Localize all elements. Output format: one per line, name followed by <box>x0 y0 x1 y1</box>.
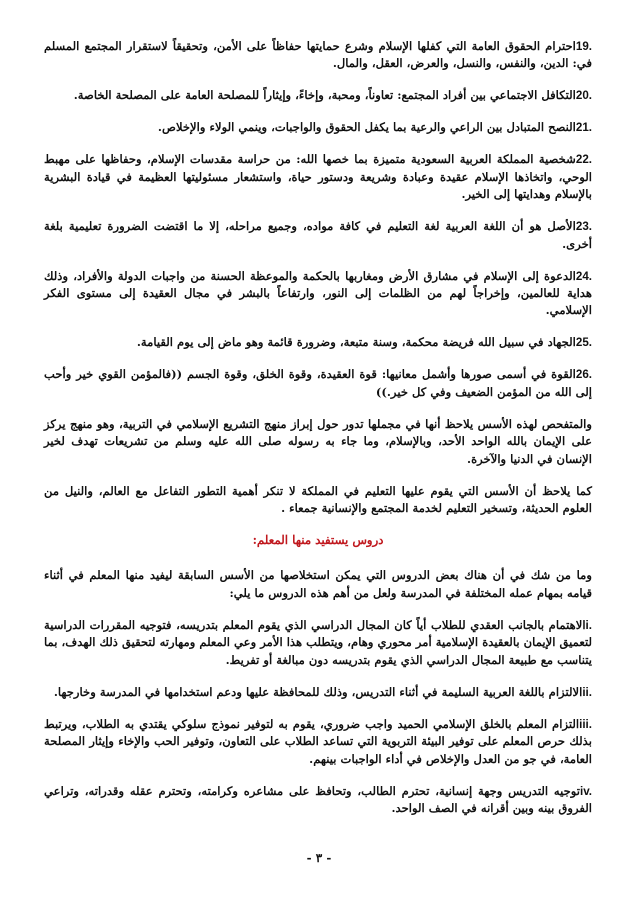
summary-paragraph: والمتفحص لهذه الأسس يلاحظ أنها في مجملها تدور حول إبراز منهج التشريع الإسلامي في التربية، وهو منهج يركز على الإيمان بالله الواحد الأحد، وبالإسلام، وما جاء به رسوله صلى الله عليه وسلم من تشريعات تهدف لخير الإنسان في الدنيا والآخرة. <box>44 416 592 466</box>
list-item <box>44 87 592 104</box>
list-item <box>44 151 592 203</box>
list-item <box>44 119 592 136</box>
item-number: 20. <box>575 89 592 103</box>
item-text: التكافل الاجتماعي بين أفراد المجتمع: تعاوناً، ومحبة، وإخاءً، وإيثاراً للمصلحة العامة على المصلحة الخاصة. <box>73 88 576 103</box>
lesson-text: التزام المعلم بالخلق الإسلامي الحميد واجب ضروري، يقوم به لتوفير نموذج سلوكي يقتدي به الطلاب، ويرتبط بذلك حرص المعلم على توفير البيئة التربوية التي تساعد الطلاب على التعاون، وتوفير الحب والإخاء وإيثار المصلحة العامة، في جو من العدل والإخلاص في أداء الواجبات بينهم. <box>44 716 592 766</box>
item-number: 19. <box>575 40 592 53</box>
item-number: 26. <box>575 368 592 382</box>
lesson-item <box>44 716 592 768</box>
lesson-number: ii. <box>582 685 592 699</box>
list-item <box>44 366 592 401</box>
item-text: الدعوة إلى الإسلام في مشارق الأرض ومغاربها بالحكمة والموعظة الحسنة من واجبات الدولة والأفراد، وذلك هداية للعالمين، وإخراجاً لهم من الظلمات إلى النور، وارتفاعاً بالبشر في مجال العقيدة إلى مستوى الفكر الإسلامي. <box>44 268 592 318</box>
section-heading: دروس يستفيد منها المعلم: <box>252 533 384 548</box>
lesson-number: i. <box>585 618 592 632</box>
item-text: الأصل هو أن اللغة العربية لغة التعليم في كافة مواده، وجميع مراحله، إلا ما اقتضت الضرورة تعليمية بلغة أخرى. <box>44 219 592 251</box>
list-item <box>44 268 592 320</box>
lesson-item <box>44 783 592 818</box>
item-text: شخصية المملكة العربية السعودية متميزة بما خصها الله: من حراسة مقدسات الإسلام، وحفاظها على مهبط الوحي، واتخاذها الإسلام عقيدة وعبادة وشريعة ودستور حياة، واستشعار مسئوليتها العظيمة في قيادة البشرية بالإسلام وهدايتها إلى الخير. <box>44 152 592 202</box>
item-number: 25. <box>575 336 592 350</box>
item-text: القوة في أسمى صورها وأشمل معانيها: قوة العقيدة، وقوة الخلق، وقوة الجسم ((فالمؤمن القوي خير وأحب إلى الله من المؤمن الضعيف وفي كل خير.)) <box>44 367 592 399</box>
lesson-text: الالتزام باللغة العربية السليمة في أثناء التدريس، وذلك للمحافظة عليها ودعم استخدامها في المدرسة وخارجها. <box>53 684 583 699</box>
list-item <box>44 218 592 253</box>
lesson-number: iv. <box>579 784 592 798</box>
item-number: 23. <box>575 220 592 234</box>
item-number: 22. <box>575 153 592 167</box>
item-number: 24. <box>575 269 592 283</box>
list-item <box>44 334 592 351</box>
summary-paragraph: كما يلاحظ أن الأسس التي يقوم عليها التعليم في المملكة لا تنكر أهمية التطور التفاعل مع العالم، والنيل من العلوم الحديثة، وتسخير التعليم لخدمة المجتمع والإنسانية جمعاء . <box>44 483 592 516</box>
item-text: احترام الحقوق العامة التي كفلها الإسلام وشرع حمايتها حفاظاً على الأمن، وتحقيقاً لاستقرار المجتمع المسلم في: الدين، والنفس، والنسل، والعرض، العقل، والمال. <box>44 39 592 71</box>
lesson-text: توجيه التدريس وجهة إنسانية، تحترم الطالب، وتحافظ على مشاعره وكرامته، وتحترم عقله وقدراته، وتراعي الفروق بينه وبين أقرانه في الصف الواحد. <box>44 783 592 815</box>
list-item <box>44 38 592 73</box>
intro-paragraph: وما من شك في أن هناك بعض الدروس التي يمكن استخلاصها من الأسس السابقة ليفيد منها المعلم في أثناء قيامه بمهام عمله المختلفة في المدرسة ولعل من أهم هذه الدروس ما يلي: <box>44 568 592 600</box>
item-number: 21. <box>575 121 592 135</box>
lesson-item <box>44 684 592 701</box>
item-text: الجهاد في سبيل الله فريضة محكمة، وسنة متبعة، وضرورة قائمة وهو ماض إلى يوم القيامة. <box>136 335 576 350</box>
item-text: النصح المتبادل بين الراعي والرعية بما يكفل الحقوق والواجبات، وينمي الولاء والإخلاص. <box>157 120 576 135</box>
page-number: - ٣ - <box>306 851 332 865</box>
lesson-number: iii. <box>579 717 592 731</box>
lesson-item <box>44 617 592 669</box>
lesson-text: الاهتمام بالجانب العقدي للطلاب أياً كان المجال الدراسي الذي يقوم المعلم بتدريسه، فتوجيه المقررات الدراسية لتعميق الإيمان بالعقيدة الإسلامية أمر محوري وهام، ويتطلب هذا الأمر وعي المعلم ومهارته لتحقيق ذلك الهدف، بما يتناسب مع طبيعة المجال الدراسي الذي يقوم بتدريسه دون مبالغة أو تفريط. <box>44 617 592 667</box>
